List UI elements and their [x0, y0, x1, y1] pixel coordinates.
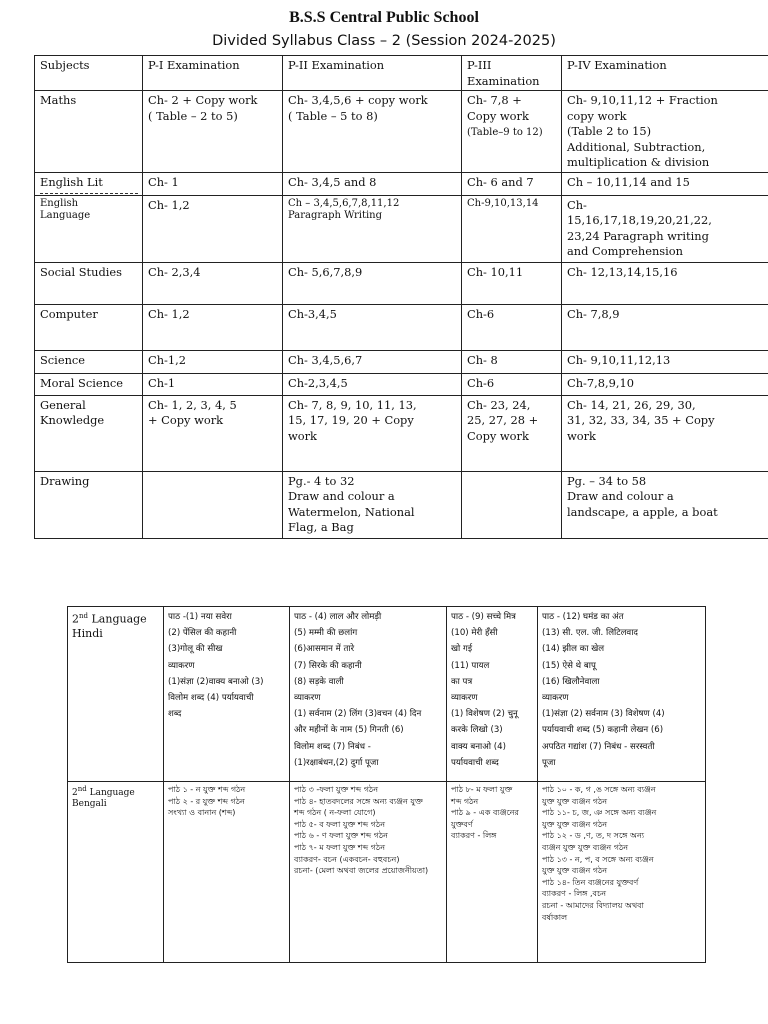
p2-cell: पाठ - (4) लाल और लोमड़ी (5) मम्मी की छलांग (6)आसमान में तारे (7) सिरके की कहानी (8) सड़के वाली व्याकरण (1) सर्वनाम (2) लिंग (3)वचन (4) दिन और महीनों के नाम (5) गिनती (6) विलोम शब्द (7) निबंध - (1)रक्षाबंधन,(2) दुर्गा पूजा: [290, 607, 447, 782]
p2-cell: Ch- 3,4,5 and 8: [283, 173, 462, 196]
subject-cell: Science: [35, 350, 143, 373]
p1-cell: Ch-1,2: [143, 350, 283, 373]
p2-cell: Ch- 7, 8, 9, 10, 11, 13, 15, 17, 19, 20 + Copy work: [283, 395, 462, 471]
p4-cell: Ch-7,8,9,10: [562, 373, 768, 395]
p3-cell: পাঠ ৮- ম ফলা যুক্ত শব্দ গঠন পাঠ ৯ - এক ব্যঞ্জনের যুক্তবর্ণ ব্যাকরণ - লিঙ্গ: [447, 782, 538, 963]
subject-cell: Maths: [35, 91, 143, 173]
p4-cell: पाठ - (12) घमंड का अंत (13) सी. एल. जी. लिटिलवाद (14) झील का खेल (15) ऐसे थे बापू (16) खिलौनेवाला व्याकरण (1)संज्ञा (2) सर्वनाम (3) विशेषण (4) पर्यायवाची शब्द (5) कहानी लेखन (6) अपठित गद्यांश (7) निबंध - सरस्वती पूजा: [538, 607, 706, 782]
p1-cell: পাঠ ১ - ন যুক্ত শব্দ গঠন পাঠ ২ - র যুক্ত শব্দ গঠন সংখ্যা ও বানান (শব্দ): [164, 782, 290, 963]
p3-cell: Ch- 8: [462, 350, 562, 373]
syllabus-table: [34, 55, 768, 539]
p3-note: (Table–9 to 12): [467, 127, 543, 138]
table-row: [35, 373, 768, 395]
p1-cell: Ch- 1,2: [143, 304, 283, 350]
p3-cell: [462, 471, 562, 538]
p1-cell: पाठ -(1) नया सवेरा (2) पेंसिल की कहानी (3)गोलू की सीख व्याकरण (1)संज्ञा (2)वाक्य बनाओ (3) विलोम शब्द (4) पर्यायवाची शब्द: [164, 607, 290, 782]
table-row: [35, 91, 768, 173]
subject-cell: Moral Science: [35, 373, 143, 395]
language-name-rest: Language Hindi: [72, 612, 147, 640]
p1-cell: [143, 471, 283, 538]
subject-cell: Computer: [35, 304, 143, 350]
column-header: Subjects: [35, 56, 143, 91]
p3-cell: Ch- 23, 24, 25, 27, 28 + Copy work: [462, 395, 562, 471]
p1-cell: Ch- 1,2: [143, 195, 283, 262]
language-name-prefix: 2: [72, 788, 78, 798]
p1-cell: Ch-1: [143, 373, 283, 395]
subject-cell: English Language: [35, 195, 143, 262]
language-name-sup: nd: [77, 785, 87, 793]
page-subtitle: Divided Syllabus Class – 2 (Session 2024-2025): [212, 33, 556, 49]
p3-cell: पाठ - (9) सच्चे मित्र (10) मेरी हँसी खो गई (11) पायल का पत्र व्याकरण (1) विशेषण (2) चुनू करके लिखो (3) वाक्य बनाओ (4) पर्यायवाची शब्द: [447, 607, 538, 782]
p4-cell: পাঠ ১০ - ক, গ ,ঙ সঙ্গে অন্য ব্যঞ্জন যুক্ত যুক্ত ব্যঞ্জন গঠন পাঠ ১১- চ, জ, ঞ সঙ্গে অন্য ব্যঞ্জন যুক্ত যুক্ত ব্যঞ্জন গঠন পাঠ ১২ - ড ,ণ, ত, দ সঙ্গে অন্য ব্যঞ্জন যুক্ত যুক্ত ব্যঞ্জন গঠন পাঠ ১৩ - ন, প, ব সঙ্গে অন্য ব্যঞ্জন যুক্ত যুক্ত ব্যঞ্জন গঠন পাঠ ১৪- তিন ব্যঞ্জনের যুক্তবর্ণ ব্যাকরণ - লিঙ্গ ,বচন রচনা - আমাদের বিদ্যালয় অথবা বর্ষাকাল: [538, 782, 706, 963]
p4-cell: Ch- 9,10,11,12 + Fraction copy work (Table 2 to 15) Additional, Subtraction, multiplication & division: [562, 91, 768, 173]
p4-cell: Ch- 14, 21, 26, 29, 30, 31, 32, 33, 34, 35 + Copy work: [562, 395, 768, 471]
p2-cell: পাঠ ৩ -ফলা যুক্ত শব্দ গঠন পাঠ ৪- হাতবদলের সঙ্গে অন্য ব্যঞ্জন যুক্ত শব্দ গঠন ( ন-ফলা যোগে) পাঠ ৫- ব ফলা যুক্ত শব্দ গঠন পাঠ ৬ - ণ ফলা যুক্ত শব্দ গঠন পাঠ ৭- ম ফলা যুক্ত শব্দ গঠন ব্যাকরণ- বচন (একবচন- বহুবচন) রচনা- (মেলা অথবা জলের প্রয়োজনীয়তা): [290, 782, 447, 963]
column-header: P-II Examination: [283, 56, 462, 91]
language-name-cell: [68, 607, 164, 782]
language-name-rest: Language Bengali: [72, 788, 135, 809]
p1-cell: Ch- 1: [143, 173, 283, 196]
p2-cell: Ch- 3,4,5,6 + copy work ( Table – 5 to 8): [283, 91, 462, 173]
dashed-divider: [40, 193, 138, 194]
table-row: [35, 471, 768, 538]
subject-cell: Social Studies: [35, 262, 143, 304]
table-row: [35, 395, 768, 471]
column-header: P-I Examination: [143, 56, 283, 91]
p3-cell: [462, 91, 562, 173]
column-header: P-IV Examination: [562, 56, 768, 91]
p1-cell: Ch- 1, 2, 3, 4, 5 + Copy work: [143, 395, 283, 471]
p1-cell: Ch- 2 + Copy work ( Table – 2 to 5): [143, 91, 283, 173]
p3-text: Ch- 7,8 + Copy work: [467, 93, 529, 123]
p3-cell: Ch-6: [462, 373, 562, 395]
p3-cell: Ch- 10,11: [462, 262, 562, 304]
p2-cell: Ch- 3,4,5,6,7: [283, 350, 462, 373]
subject-cell: [35, 173, 143, 196]
p2-cell: Pg.- 4 to 32 Draw and colour a Watermelon, National Flag, a Bag: [283, 471, 462, 538]
p4-cell: Pg. – 34 to 58 Draw and colour a landscape, a apple, a boat: [562, 471, 768, 538]
table-row: [35, 173, 768, 196]
p2-cell: Ch – 3,4,5,6,7,8,11,12 Paragraph Writing: [283, 195, 462, 262]
p2-cell: Ch-3,4,5: [283, 304, 462, 350]
p2-cell: Ch- 5,6,7,8,9: [283, 262, 462, 304]
table-row-hindi: [68, 607, 706, 782]
p3-cell: Ch-6: [462, 304, 562, 350]
p4-cell: Ch- 7,8,9: [562, 304, 768, 350]
language-name-prefix: 2: [72, 612, 79, 626]
table-row: [35, 195, 768, 262]
p3-cell: Ch-9,10,13,14: [462, 195, 562, 262]
language-name-sup: nd: [79, 612, 88, 620]
column-header: P-III Examination: [462, 56, 562, 91]
p4-cell: Ch – 10,11,14 and 15: [562, 173, 768, 196]
p1-cell: Ch- 2,3,4: [143, 262, 283, 304]
page-title: B.S.S Central Public School: [289, 9, 479, 26]
language-name-cell: [68, 782, 164, 963]
subject-text: English Lit: [40, 175, 103, 189]
p2-cell: Ch-2,3,4,5: [283, 373, 462, 395]
table-row: [35, 262, 768, 304]
p3-cell: Ch- 6 and 7: [462, 173, 562, 196]
p4-cell: Ch- 12,13,14,15,16: [562, 262, 768, 304]
table-header-row: [35, 56, 768, 91]
subject-cell: Drawing: [35, 471, 143, 538]
language-table: [67, 606, 706, 963]
table-row-bengali: [68, 782, 706, 963]
table-row: [35, 350, 768, 373]
p4-cell: Ch- 15,16,17,18,19,20,21,22, 23,24 Paragraph writing and Comprehension: [562, 195, 768, 262]
subject-cell: General Knowledge: [35, 395, 143, 471]
table-row: [35, 304, 768, 350]
p4-cell: Ch- 9,10,11,12,13: [562, 350, 768, 373]
